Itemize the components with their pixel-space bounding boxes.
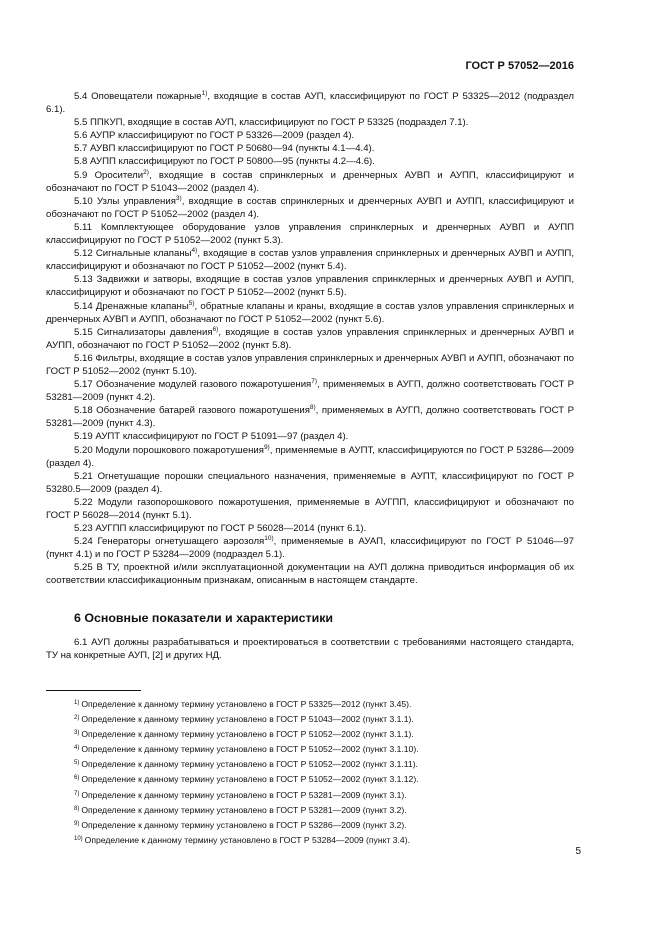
footnote bbox=[46, 712, 574, 727]
paragraph-text: 5.13 Задвижки и затворы, входящие в состав узлов управления спринклерных и дренчерных АУВП и АУПП, классифицируют и обозначают по ГОСТ Р 51052—2002 (пункт 5.5). bbox=[46, 274, 574, 299]
footnote bbox=[46, 727, 574, 742]
paragraph-text: 5.16 Фильтры, входящие в состав узлов управления спринклерных и дренчерных АУВП и АУПП, обозначают по ГОСТ Р 51052—2002 (пункт 5.10). bbox=[46, 352, 574, 377]
paragraph bbox=[46, 195, 574, 221]
page-content bbox=[46, 90, 574, 662]
paragraph-text: 5.20 Модули порошкового пожаротушения bbox=[74, 444, 264, 456]
footnote-text: Определение к данному термину установлено в ГОСТ Р 51043—2002 (пункт 3.1.1). bbox=[81, 714, 414, 725]
footnote-reference: 6) bbox=[212, 325, 219, 333]
footnote-text: Определение к данному термину установлено в ГОСТ Р 51052—2002 (пункт 3.1.10). bbox=[81, 744, 419, 755]
paragraph bbox=[46, 90, 574, 116]
paragraph-text: 5.7 АУВП классифицируют по ГОСТ Р 50680—94 (пункты 4.1—4.4). bbox=[74, 143, 375, 155]
paragraph-text: 5.25 В ТУ, проектной и/или эксплуатационной документации на АУП должна приводиться информация об их соответствии классификационным признакам, описанным в настоящем стандарте. bbox=[46, 562, 574, 587]
paragraph bbox=[46, 404, 574, 430]
paragraph-text: , входящие в состав спринклерных и дренчерных АУВП и АУПП, классифицируют и обозначают по ГОСТ Р 51043—2002 (раздел 4). bbox=[46, 169, 575, 194]
footnote-text: Определение к данному термину установлено в ГОСТ Р 53286—2009 (пункт 3.2). bbox=[81, 819, 407, 830]
footnote-text: Определение к данному термину установлено в ГОСТ Р 51052—2002 (пункт 3.1.11). bbox=[81, 759, 418, 770]
footnote-reference: 7) bbox=[311, 378, 318, 386]
footnote-reference: 1) bbox=[201, 90, 208, 97]
footnote-mark: 5) bbox=[74, 760, 80, 767]
paragraph-text: , входящие в состав узлов управления спринклерных и дренчерных АУВП и АУПП, классифицируют и обозначают по ГОСТ Р 51052—2002 (пункт 5.4). bbox=[46, 248, 574, 273]
footnote-text: Определение к данному термину установлено в ГОСТ Р 51052—2002 (пункт 3.1.1). bbox=[81, 729, 414, 740]
paragraph bbox=[46, 535, 574, 561]
footnote-reference: 2) bbox=[143, 168, 149, 176]
paragraph-text: 5.19 АУПТ классифицируют по ГОСТ Р 51091—97 (раздел 4). bbox=[74, 431, 349, 443]
footnote-text: Определение к данному термину установлено в ГОСТ Р 53281—2009 (пункт 3.1). bbox=[81, 789, 407, 800]
paragraph-text: 5.18 Обозначение батарей газового пожаротушения bbox=[74, 405, 310, 417]
paragraph-text: , применяемые в АУПТ, классифицируются по ГОСТ Р 53286—2009 (раздел 4). bbox=[46, 444, 574, 469]
paragraph bbox=[46, 378, 574, 404]
paragraph-text: 5.9 Оросители bbox=[74, 169, 144, 181]
footnote bbox=[46, 788, 574, 803]
footnote-mark: 8) bbox=[74, 805, 80, 812]
paragraph bbox=[46, 169, 574, 195]
paragraph-text: 5.17 Обозначение модулей газового пожаротушения bbox=[74, 379, 312, 391]
footnote-reference: 4) bbox=[191, 247, 198, 255]
paragraph-text: 5.6 АУПР классифицируют по ГОСТ Р 53326—2009 (раздел 4). bbox=[74, 130, 355, 142]
footnote bbox=[46, 833, 574, 848]
paragraph bbox=[46, 247, 574, 273]
footnote-mark: 6) bbox=[74, 775, 80, 782]
footnote bbox=[46, 772, 574, 787]
footnote-mark: 3) bbox=[74, 730, 80, 737]
footnote-separator bbox=[46, 690, 141, 691]
footnote bbox=[46, 818, 574, 833]
footnote bbox=[46, 697, 574, 712]
footnote-reference: 9) bbox=[263, 443, 270, 451]
paragraph bbox=[46, 561, 574, 587]
paragraph bbox=[46, 155, 574, 168]
paragraph bbox=[46, 273, 574, 299]
footnote-reference: 5) bbox=[188, 299, 195, 307]
section-6-title: 6 Основные показатели и характеристики bbox=[74, 610, 334, 625]
paragraph-text: , обратные клапаны и краны, входящие в состав узлов управления спринклерных и дренчерных АУВП и АУПП, обозначают по ГОСТ Р 51052—2002 (пункт 5.6). bbox=[46, 300, 575, 325]
footnote-text: Определение к данному термину установлено в ГОСТ Р 53325—2012 (пункт 3.45). bbox=[81, 699, 412, 709]
footnote-text: Определение к данному термину установлено в ГОСТ Р 51052—2002 (пункт 3.1.12). bbox=[81, 774, 419, 785]
footnote-reference: 3) bbox=[175, 194, 182, 202]
paragraph-text: 5.5 ППКУП, входящие в состав АУП, классифицируют по ГОСТ Р 53325 (подраздел 7.1). bbox=[74, 117, 469, 129]
footnote-text: Определение к данному термину установлено в ГОСТ Р 53284—2009 (пункт 3.4). bbox=[84, 834, 410, 845]
paragraph-text: 5.8 АУПП классифицируют по ГОСТ Р 50800—95 (пункты 4.2—4.6). bbox=[74, 156, 375, 168]
paragraph bbox=[46, 352, 574, 378]
page-number: 5 bbox=[575, 846, 581, 857]
paragraph-text: , входящие в состав узлов управления спринклерных и дренчерных АУВП и АУПП, обозначают по ГОСТ Р 51052—2002 (пункт 5.8). bbox=[46, 326, 575, 351]
footnote bbox=[46, 757, 574, 772]
paragraph-text: 5.21 Огнетушащие порошки специального назначения, применяемые в АУПТ, классифицируют по ГОСТ Р 53280.5—2009 (раздел 4). bbox=[46, 470, 574, 495]
footnotes bbox=[46, 697, 574, 848]
paragraph bbox=[46, 142, 574, 155]
paragraph bbox=[46, 300, 574, 326]
paragraph-text: 5.11 Комплектующее оборудование узлов управления спринклерных и дренчерных АУВП и АУПП классифицируют по ГОСТ Р 51052—2002 (пункт 5.3). bbox=[46, 221, 574, 247]
paragraph bbox=[46, 430, 574, 443]
paragraph-text: 5.15 Сигнализаторы давления bbox=[74, 326, 213, 338]
paragraph bbox=[46, 496, 574, 522]
footnote-mark: 4) bbox=[74, 745, 80, 752]
paragraph bbox=[46, 129, 574, 142]
paragraph bbox=[46, 116, 574, 129]
paragraph-text: , входящие в состав спринклерных и дренчерных АУВП и АУПП, классифицируют и обозначают по ГОСТ Р 51052—2002 (раздел 4). bbox=[46, 195, 575, 220]
paragraph bbox=[46, 470, 574, 496]
footnote-mark: 1) bbox=[74, 700, 80, 706]
footnote-mark: 2) bbox=[74, 715, 80, 722]
paragraph bbox=[46, 444, 574, 470]
paragraph bbox=[46, 522, 574, 535]
paragraph-text: , применяемые в АУАП, классифицируют по ГОСТ Р 51046—97 (пункт 4.1) и по ГОСТ Р 53284—2009 (подраздел 5.1). bbox=[46, 536, 575, 561]
paragraph bbox=[46, 326, 574, 352]
paragraph-text: , входящие в состав АУП, классифицируют по ГОСТ Р 53325—2012 (подраздел 6.1). bbox=[46, 91, 574, 116]
footnote-text: Определение к данному термину установлено в ГОСТ Р 53281—2009 (пункт 3.2). bbox=[81, 804, 407, 815]
paragraph-text: 5.24 Генераторы огнетушащего аэрозоля bbox=[74, 536, 265, 548]
paragraph bbox=[46, 221, 574, 247]
paragraph-text: 5.14 Дренажные клапаны bbox=[74, 300, 189, 312]
footnote-mark: 7) bbox=[74, 790, 80, 797]
document-header-id: ГОСТ Р 57052—2016 bbox=[465, 60, 574, 72]
paragraph-text: , применяемых в АУГП, должно соответствовать ГОСТ Р 53281—2009 (пункт 4.3). bbox=[46, 405, 574, 430]
footnote-mark: 9) bbox=[74, 820, 80, 827]
paragraph-text: 5.23 АУГПП классифицируют по ГОСТ Р 56028—2014 (пункт 6.1). bbox=[74, 523, 367, 535]
paragraph-6-1: 6.1 АУП должны разрабатываться и проектироваться в соответствии с требованиями настоящего стандарта, ТУ на конкретные АУП, [2] и других НД. bbox=[46, 636, 574, 661]
footnote-reference: 8) bbox=[309, 404, 316, 412]
paragraph-text: 5.12 Сигнальные клапаны bbox=[74, 248, 192, 260]
footnote-reference: 10) bbox=[264, 535, 274, 543]
footnote bbox=[46, 742, 574, 757]
paragraph-text: 5.4 Оповещатели пожарные bbox=[74, 91, 202, 102]
section-5-paragraphs bbox=[46, 90, 574, 588]
footnote-mark: 10) bbox=[74, 835, 83, 842]
paragraph-text: 5.22 Модули газопорошкового пожаротушения, применяемые в АУГПП, классифицируют и обозначают по ГОСТ Р 56028—2014 (пункт 5.1). bbox=[46, 496, 574, 521]
paragraph-text: , применяемых в АУГП, должно соответствовать ГОСТ Р 53281—2009 (пункт 4.2). bbox=[46, 379, 574, 404]
paragraph-text: 5.10 Узлы управления bbox=[74, 195, 176, 207]
footnote bbox=[46, 803, 574, 818]
